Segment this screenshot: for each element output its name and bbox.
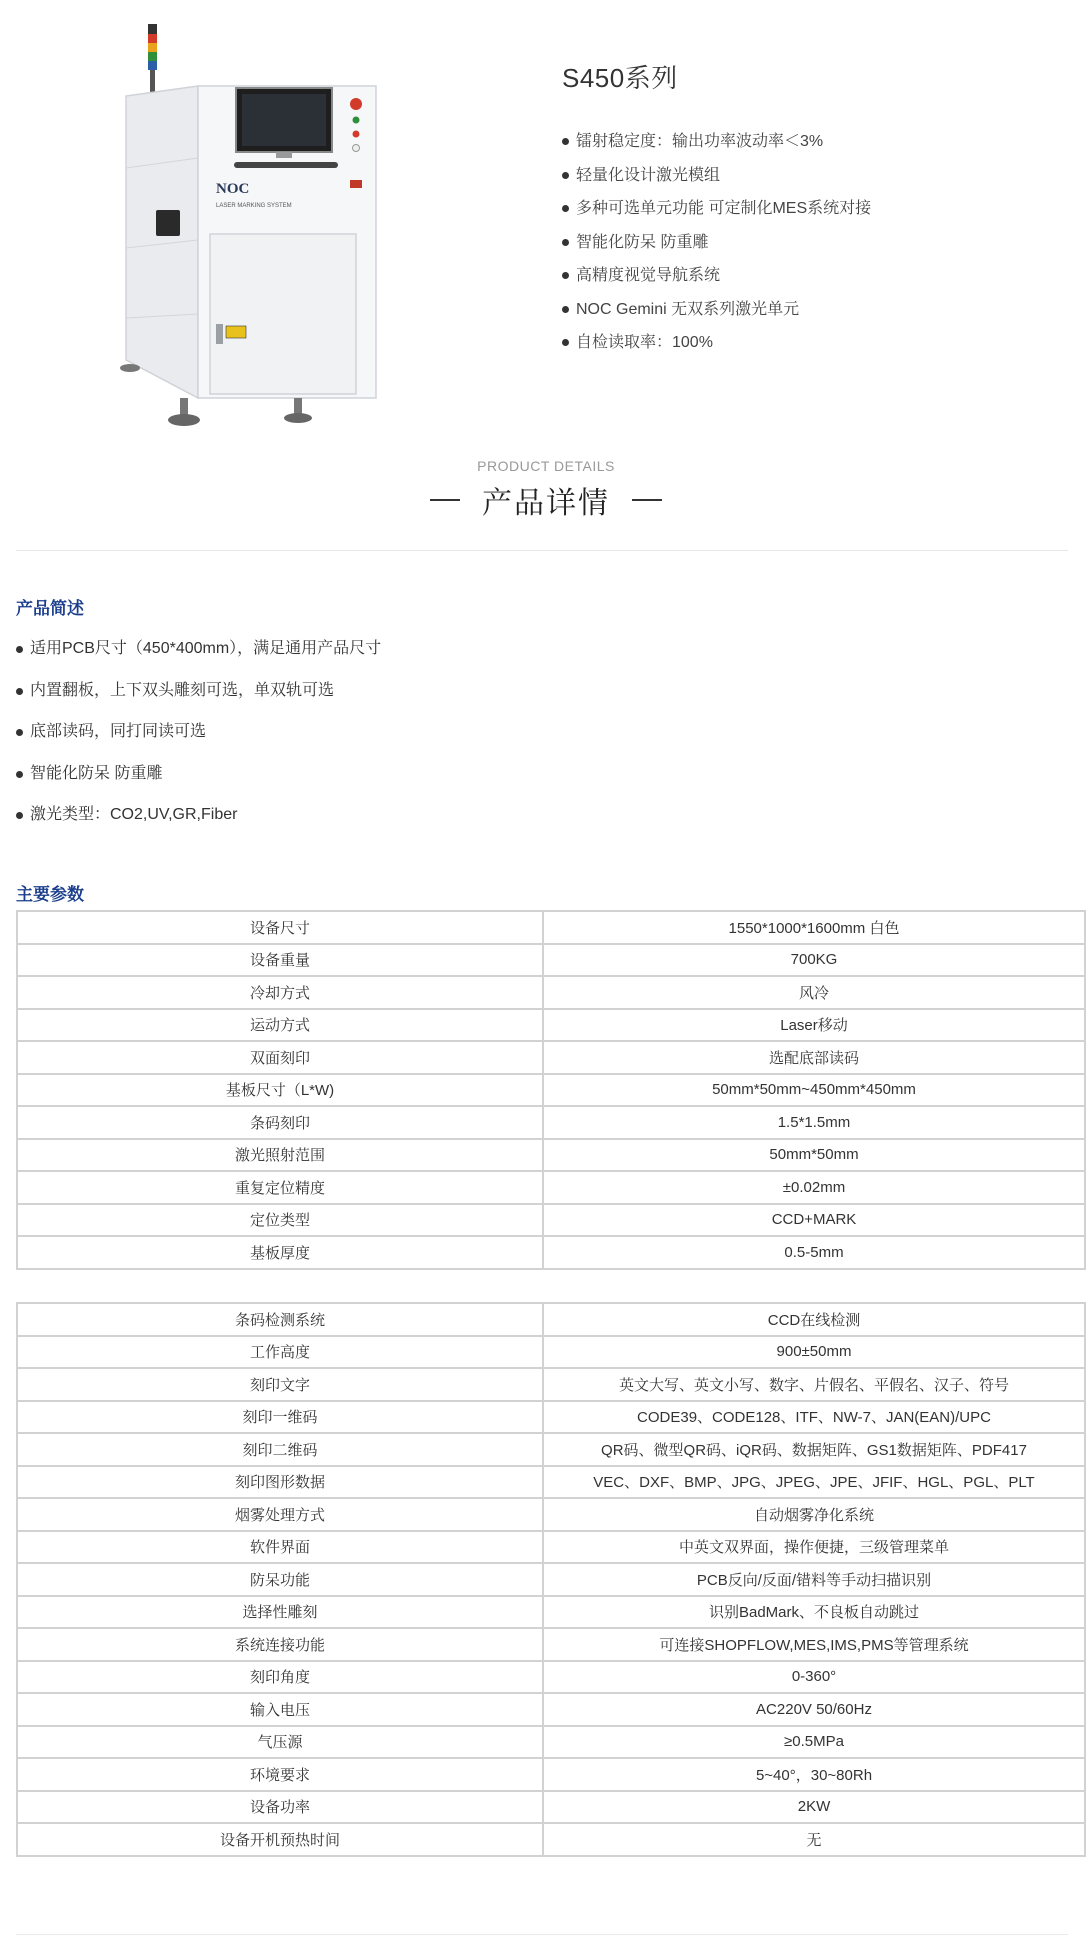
- param-name: 输入电压: [17, 1693, 543, 1726]
- product-details-header: [0, 458, 1092, 522]
- table-row: [17, 1204, 1085, 1237]
- params-table-1: [16, 910, 1086, 1270]
- feature-item: 高精度视觉导航系统: [562, 259, 1062, 293]
- param-name: 双面刻印: [17, 1041, 543, 1074]
- product-title: S450系列: [562, 63, 678, 93]
- table-row: [17, 1139, 1085, 1172]
- param-name: 条码刻印: [17, 1106, 543, 1139]
- summary-item: 激光类型：CO2,UV,GR,Fiber: [16, 798, 381, 840]
- param-name: 设备开机预热时间: [17, 1823, 543, 1856]
- param-name: 刻印角度: [17, 1661, 543, 1694]
- table-row: [17, 944, 1085, 977]
- svg-text:NOC: NOC: [216, 181, 250, 197]
- param-name: 软件界面: [17, 1531, 543, 1564]
- param-name: 定位类型: [17, 1204, 543, 1237]
- summary-item: 底部读码，同打同读可选: [16, 715, 381, 757]
- param-name: 选择性雕刻: [17, 1596, 543, 1629]
- param-name: 烟雾处理方式: [17, 1498, 543, 1531]
- param-value: 50mm*50mm: [543, 1139, 1085, 1172]
- param-name: 条码检测系统: [17, 1303, 543, 1336]
- summary-title: 产品简述: [16, 599, 84, 618]
- details-title: 产品详情: [482, 487, 610, 520]
- param-name: 设备功率: [17, 1791, 543, 1824]
- param-value: 0.5-5mm: [543, 1236, 1085, 1269]
- feature-item: 自检读取率：100%: [562, 326, 1062, 360]
- bullet-icon: [562, 172, 569, 179]
- details-title-row: [0, 478, 1092, 522]
- bullet-icon: [16, 688, 23, 695]
- feature-list: [562, 125, 1062, 360]
- feature-item: 镭射稳定度：输出功率波动率＜3%: [562, 125, 1062, 159]
- param-value: 2KW: [543, 1791, 1085, 1824]
- table-row: [17, 1628, 1085, 1661]
- param-value: 50mm*50mm~450mm*450mm: [543, 1074, 1085, 1107]
- param-value: 选配底部读码: [543, 1041, 1085, 1074]
- param-name: 基板尺寸（L*W): [17, 1074, 543, 1107]
- param-name: 刻印二维码: [17, 1433, 543, 1466]
- params-title: 主要参数: [16, 885, 84, 904]
- param-name: 重复定位精度: [17, 1171, 543, 1204]
- table-row: [17, 1498, 1085, 1531]
- decor-line-right: [632, 499, 662, 501]
- table-row: [17, 1726, 1085, 1759]
- bullet-icon: [562, 306, 569, 313]
- summary-list: [16, 632, 381, 840]
- param-value: AC220V 50/60Hz: [543, 1693, 1085, 1726]
- bullet-icon: [562, 205, 569, 212]
- param-value: 英文大写、英文小写、数字、片假名、平假名、汉子、符号: [543, 1368, 1085, 1401]
- table-row: [17, 1433, 1085, 1466]
- table-row: [17, 1074, 1085, 1107]
- param-value: VEC、DXF、BMP、JPG、JPEG、JPE、JFIF、HGL、PGL、PLT: [543, 1466, 1085, 1499]
- param-value: 5~40°，30~80Rh: [543, 1758, 1085, 1791]
- bullet-icon: [16, 729, 23, 736]
- param-name: 环境要求: [17, 1758, 543, 1791]
- param-name: 刻印图形数据: [17, 1466, 543, 1499]
- param-value: 1550*1000*1600mm 白色: [543, 911, 1085, 944]
- table-row: [17, 1336, 1085, 1369]
- param-value: 1.5*1.5mm: [543, 1106, 1085, 1139]
- param-name: 设备尺寸: [17, 911, 543, 944]
- table-row: [17, 1106, 1085, 1139]
- bullet-icon: [16, 646, 23, 653]
- param-name: 刻印文字: [17, 1368, 543, 1401]
- bullet-icon: [16, 812, 23, 819]
- param-name: 设备重量: [17, 944, 543, 977]
- feature-item: 智能化防呆 防重雕: [562, 226, 1062, 260]
- param-value: CCD在线检测: [543, 1303, 1085, 1336]
- table-row: [17, 1009, 1085, 1042]
- param-name: 冷却方式: [17, 976, 543, 1009]
- summary-item: 内置翻板，上下双头雕刻可选，单双轨可选: [16, 674, 381, 716]
- param-value: ≥0.5MPa: [543, 1726, 1085, 1759]
- table-row: [17, 1303, 1085, 1336]
- table-row: [17, 1823, 1085, 1856]
- param-value: 中英文双界面，操作便捷，三级管理菜单: [543, 1531, 1085, 1564]
- param-name: 防呆功能: [17, 1563, 543, 1596]
- param-value: ±0.02mm: [543, 1171, 1085, 1204]
- summary-item: 智能化防呆 防重雕: [16, 757, 381, 799]
- table-row: [17, 1041, 1085, 1074]
- table-row: [17, 976, 1085, 1009]
- divider: [16, 1934, 1068, 1935]
- product-image: [118, 18, 408, 428]
- param-value: 0-360°: [543, 1661, 1085, 1694]
- table-row: [17, 1596, 1085, 1629]
- product-info: [562, 58, 1062, 360]
- feature-item: NOC Gemini 无双系列激光单元: [562, 293, 1062, 327]
- param-value: 可连接SHOPFLOW,MES,IMS,PMS等管理系统: [543, 1628, 1085, 1661]
- decor-line-left: [430, 499, 460, 501]
- svg-text:LASER MARKING SYSTEM: LASER MARKING SYSTEM: [216, 203, 292, 209]
- param-value: 700KG: [543, 944, 1085, 977]
- param-value: QR码、微型QR码、iQR码、数据矩阵、GS1数据矩阵、PDF417: [543, 1433, 1085, 1466]
- bullet-icon: [562, 239, 569, 246]
- details-en-label: PRODUCT DETAILS: [477, 458, 615, 474]
- table-row: [17, 1236, 1085, 1269]
- table-row: [17, 1563, 1085, 1596]
- param-name: 气压源: [17, 1726, 543, 1759]
- divider: [16, 550, 1068, 551]
- param-name: 运动方式: [17, 1009, 543, 1042]
- table-row: [17, 911, 1085, 944]
- table-row: [17, 1661, 1085, 1694]
- param-value: PCB反向/反面/错料等手动扫描识别: [543, 1563, 1085, 1596]
- table-row: [17, 1171, 1085, 1204]
- bullet-icon: [562, 339, 569, 346]
- table-row: [17, 1368, 1085, 1401]
- table-row: [17, 1758, 1085, 1791]
- feature-item: 多种可选单元功能 可定制化MES系统对接: [562, 192, 1062, 226]
- param-value: 自动烟雾净化系统: [543, 1498, 1085, 1531]
- bullet-icon: [16, 771, 23, 778]
- param-name: 激光照射范围: [17, 1139, 543, 1172]
- table-row: [17, 1401, 1085, 1434]
- bullet-icon: [562, 138, 569, 145]
- param-value: CCD+MARK: [543, 1204, 1085, 1237]
- param-value: 识别BadMark、不良板自动跳过: [543, 1596, 1085, 1629]
- param-name: 工作高度: [17, 1336, 543, 1369]
- params-table-2: [16, 1302, 1086, 1857]
- table-row: [17, 1791, 1085, 1824]
- table-row: [17, 1531, 1085, 1564]
- param-name: 基板厚度: [17, 1236, 543, 1269]
- param-name: 系统连接功能: [17, 1628, 543, 1661]
- table-row: [17, 1466, 1085, 1499]
- param-value: Laser移动: [543, 1009, 1085, 1042]
- param-value: 900±50mm: [543, 1336, 1085, 1369]
- param-value: 无: [543, 1823, 1085, 1856]
- param-value: 风冷: [543, 976, 1085, 1009]
- feature-item: 轻量化设计激光模组: [562, 159, 1062, 193]
- param-name: 刻印一维码: [17, 1401, 543, 1434]
- param-value: CODE39、CODE128、ITF、NW-7、JAN(EAN)/UPC: [543, 1401, 1085, 1434]
- bullet-icon: [562, 272, 569, 279]
- table-row: [17, 1693, 1085, 1726]
- summary-item: 适用PCB尺寸（450*400mm），满足通用产品尺寸: [16, 632, 381, 674]
